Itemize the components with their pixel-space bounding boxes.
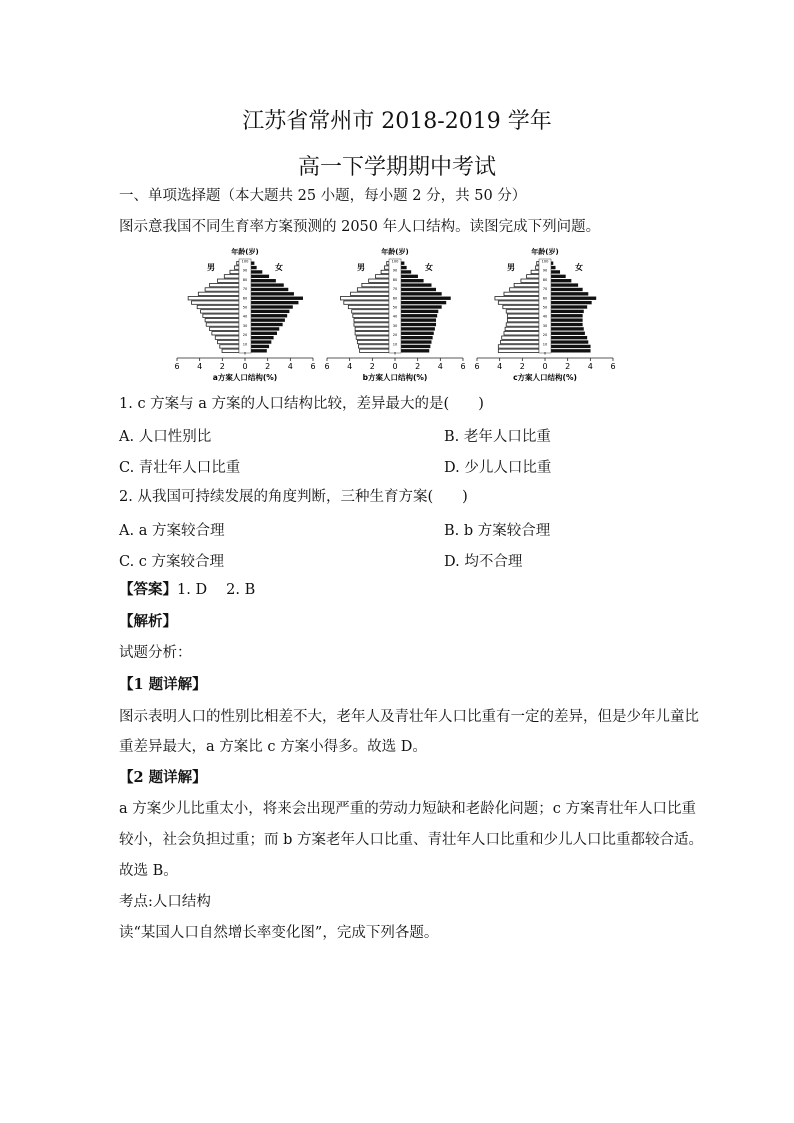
male-bar	[521, 279, 539, 282]
male-bar	[357, 340, 389, 343]
male-bar	[234, 266, 239, 269]
age-tick-label: 50	[242, 305, 248, 310]
male-bar	[356, 336, 389, 339]
female-bar	[401, 310, 438, 313]
female-bar	[251, 318, 285, 321]
x-tick-label: 4	[437, 362, 443, 371]
male-bar	[384, 266, 389, 269]
q1-detail-line-2: 重差异最大，a 方案比 c 方案小得多。故选 D。	[119, 739, 427, 755]
age-tick-label: 90	[392, 268, 398, 273]
q1-option-c[interactable]: C. 青壮年人口比重	[119, 460, 241, 476]
x-tick-label: 2	[219, 362, 225, 371]
male-bar	[230, 270, 239, 273]
next-question-intro: 读“某国人口自然增长率变化图”，完成下列各题。	[119, 925, 439, 941]
male-bar	[504, 332, 539, 335]
female-bar	[251, 301, 298, 304]
age-tick-label: 70	[392, 287, 398, 292]
male-bar	[498, 349, 539, 352]
female-bar	[551, 345, 591, 348]
age-axis-label: 年龄(岁)	[531, 248, 559, 256]
title-line-2: 高一下学期期中考试	[297, 155, 496, 180]
x-tick-label: 4	[497, 362, 503, 371]
female-bar	[551, 332, 585, 335]
female-bar	[551, 262, 553, 265]
age-tick-label: 60	[242, 296, 248, 301]
answer-line	[119, 580, 255, 600]
male-bar	[498, 345, 539, 348]
male-bar	[210, 283, 239, 286]
male-bar	[206, 323, 239, 326]
female-bar	[401, 323, 436, 326]
female-bar	[551, 292, 588, 295]
male-bar	[507, 318, 539, 321]
age-tick-label: 0	[243, 351, 247, 356]
female-bar	[401, 262, 404, 265]
age-tick-label: 40	[392, 314, 398, 319]
female-bar	[401, 275, 418, 278]
age-tick-label: 50	[392, 305, 398, 310]
x-tick-label: 2	[415, 362, 421, 371]
male-bar	[203, 314, 239, 317]
female-bar	[401, 314, 437, 317]
q2-option-b[interactable]: B. b 方案较合理	[444, 523, 551, 539]
female-bar	[251, 345, 269, 348]
female-bar	[401, 340, 432, 343]
female-bar	[251, 336, 274, 339]
male-bar	[222, 349, 239, 352]
male-bar	[506, 323, 539, 326]
section-intro: 图示意我国不同生育率方案预测的 2050 年人口结构。读图完成下列问题。	[119, 219, 601, 235]
male-bar	[381, 270, 389, 273]
male-bar	[531, 270, 539, 273]
male-bar	[501, 340, 539, 343]
q2-option-a[interactable]: A. a 方案较合理	[119, 523, 225, 539]
female-label: 女	[425, 263, 433, 272]
age-tick-label: 100	[241, 259, 249, 264]
female-bar	[401, 345, 430, 348]
female-bar	[551, 297, 596, 300]
analysis-intro: 试题分析：	[119, 645, 192, 661]
male-bar	[205, 288, 239, 291]
female-bar	[551, 270, 560, 273]
female-bar	[251, 305, 293, 308]
age-tick-label: 50	[542, 305, 548, 310]
female-bar	[551, 283, 578, 286]
female-label: 女	[575, 263, 583, 272]
male-label: 男	[207, 263, 215, 272]
q2-option-c[interactable]: C. c 方案较合理	[119, 554, 225, 570]
age-tick-label: 10	[392, 342, 398, 347]
female-bar	[401, 327, 435, 330]
age-tick-label: 90	[242, 268, 248, 273]
female-bar	[251, 340, 271, 343]
age-axis-label: 年龄(岁)	[381, 248, 409, 256]
x-tick-label: 4	[587, 362, 593, 371]
male-bar	[344, 301, 389, 304]
female-bar	[551, 275, 566, 278]
x-tick-label: 6	[460, 362, 466, 371]
age-tick-label: 60	[542, 296, 548, 301]
q1-detail-line-1: 图示表明人口的性别比相差不大，老年人及青壮年人口比重有一定的差异，但是少年儿童比	[119, 709, 699, 725]
x-tick-label: 2	[519, 362, 525, 371]
male-bar	[537, 262, 539, 265]
male-bar	[527, 275, 539, 278]
male-bar	[506, 310, 539, 313]
age-tick-label: 60	[392, 296, 398, 301]
female-bar	[551, 327, 584, 330]
q2-option-d[interactable]: D. 均不合理	[444, 554, 523, 570]
analysis-tag: 【解析】	[119, 613, 177, 630]
male-bar	[536, 266, 539, 269]
x-tick-label: 6	[474, 362, 480, 371]
q2-detail-line-1: a 方案少儿比重太小，将来会出现严重的劳动力短缺和老龄化问题；c 方案青壮年人口比重	[119, 801, 696, 817]
q1-detail-tag: 【1 题详解】	[119, 676, 207, 693]
female-bar	[551, 336, 587, 339]
kaodian: 考点:人口结构	[119, 894, 211, 910]
male-bar	[197, 305, 239, 308]
age-tick-label: 100	[391, 259, 399, 264]
q2-stem: 2. 从我国可持续发展的角度判断，三种生育方案( )	[119, 489, 468, 505]
female-bar	[551, 305, 587, 308]
female-bar	[401, 297, 451, 300]
female-bar	[401, 318, 436, 321]
age-tick-label: 90	[542, 268, 548, 273]
male-bar	[354, 323, 389, 326]
x-tick-label: 4	[287, 362, 293, 371]
male-bar	[369, 279, 389, 282]
male-bar	[205, 318, 239, 321]
x-tick-label: 0	[242, 362, 248, 371]
panel-caption: b方案人口结构(%)	[362, 373, 428, 382]
female-bar	[401, 336, 433, 339]
female-bar	[401, 270, 411, 273]
female-bar	[251, 327, 279, 330]
female-bar	[401, 288, 436, 291]
q1-option-a[interactable]: A. 人口性别比	[119, 429, 212, 445]
section-heading: 一、单项选择题（本大题共 25 小题，每小题 2 分，共 50 分）	[119, 188, 527, 204]
female-bar	[251, 266, 257, 269]
male-bar	[218, 279, 239, 282]
age-tick-label: 80	[542, 277, 548, 282]
x-tick-label: 2	[565, 362, 571, 371]
age-tick-label: 40	[242, 314, 248, 319]
male-bar	[188, 297, 239, 300]
male-bar	[352, 310, 389, 313]
male-bar	[340, 297, 389, 300]
x-tick-label: 2	[369, 362, 375, 371]
male-bar	[510, 288, 539, 291]
female-bar	[251, 332, 277, 335]
male-bar	[198, 292, 239, 295]
age-tick-label: 30	[392, 323, 398, 328]
male-bar	[358, 345, 389, 348]
female-bar	[251, 323, 283, 326]
male-bar	[507, 314, 539, 317]
male-bar	[360, 349, 389, 352]
male-bar	[355, 332, 389, 335]
male-bar	[505, 327, 539, 330]
female-bar	[401, 349, 429, 352]
female-bar	[251, 288, 288, 291]
age-tick-label: 100	[541, 259, 549, 264]
female-bar	[551, 266, 556, 269]
male-bar	[215, 336, 239, 339]
female-bar	[251, 270, 262, 273]
male-bar	[503, 305, 539, 308]
age-tick-label: 10	[242, 342, 248, 347]
age-tick-label: 70	[542, 287, 548, 292]
female-bar	[551, 301, 592, 304]
age-axis-label: 年龄(岁)	[231, 248, 259, 256]
male-bar	[375, 275, 389, 278]
female-bar	[401, 305, 442, 308]
female-bar	[551, 349, 591, 352]
male-bar	[218, 340, 239, 343]
q2-detail-line-2: 较小，社会负担过重；而 b 方案老年人口比重、青壮年人口比重和少儿人口比重都较合适。	[119, 832, 703, 848]
male-bar	[502, 336, 539, 339]
female-bar	[401, 332, 434, 335]
male-bar	[357, 288, 389, 291]
female-bar	[401, 279, 424, 282]
female-bar	[551, 279, 571, 282]
male-bar	[210, 327, 239, 330]
q2-detail-tag: 【2 题详解】	[119, 769, 207, 786]
female-bar	[251, 279, 276, 282]
male-label: 男	[507, 263, 515, 272]
male-bar	[201, 310, 239, 313]
male-bar	[355, 327, 389, 330]
male-bar	[498, 301, 539, 304]
male-label: 男	[357, 263, 365, 272]
age-tick-label: 70	[242, 287, 248, 292]
male-bar	[212, 332, 239, 335]
male-bar	[224, 275, 239, 278]
female-bar	[551, 318, 583, 321]
male-bar	[495, 297, 539, 300]
q2-detail-line-3: 故选 B。	[119, 863, 178, 879]
male-bar	[220, 345, 239, 348]
answer-tag: 【答案】	[119, 581, 177, 598]
age-tick-label: 0	[543, 351, 547, 356]
female-bar	[551, 310, 584, 313]
female-bar	[251, 283, 284, 286]
x-tick-label: 4	[197, 362, 203, 371]
female-bar	[551, 288, 583, 291]
age-tick-label: 0	[393, 351, 397, 356]
female-bar	[251, 262, 254, 265]
age-tick-label: 20	[392, 333, 398, 338]
x-tick-label: 0	[542, 362, 548, 371]
x-tick-label: 4	[347, 362, 353, 371]
male-bar	[514, 283, 539, 286]
population-pyramid-figure	[170, 243, 620, 385]
male-bar	[387, 262, 389, 265]
age-tick-label: 20	[242, 333, 248, 338]
female-bar	[551, 314, 583, 317]
male-bar	[362, 283, 389, 286]
x-tick-label: 6	[610, 362, 616, 371]
age-tick-label: 80	[242, 277, 248, 282]
male-bar	[353, 314, 389, 317]
female-bar	[251, 314, 287, 317]
panel-caption: c方案人口结构(%)	[513, 373, 577, 382]
x-tick-label: 0	[392, 362, 398, 371]
female-bar	[251, 292, 294, 295]
female-bar	[251, 349, 267, 352]
panel-caption: a方案人口结构(%)	[212, 373, 278, 382]
male-bar	[351, 292, 389, 295]
female-bar	[551, 323, 583, 326]
q1-option-b[interactable]: B. 老年人口比重	[444, 429, 551, 445]
female-bar	[251, 310, 289, 313]
male-bar	[348, 305, 389, 308]
female-bar	[401, 292, 442, 295]
female-label: 女	[275, 263, 283, 272]
female-bar	[251, 297, 303, 300]
x-tick-label: 6	[174, 362, 180, 371]
age-tick-label: 40	[542, 314, 548, 319]
male-bar	[504, 292, 539, 295]
female-bar	[251, 275, 269, 278]
x-tick-label: 2	[265, 362, 271, 371]
q1-stem: 1. c 方案与 a 方案的人口结构比较，差异最大的是( )	[119, 396, 484, 412]
age-tick-label: 80	[392, 277, 398, 282]
q1-option-d[interactable]: D. 少儿人口比重	[444, 460, 552, 476]
title-line-1: 江苏省常州市 2018-2019 学年	[242, 109, 552, 134]
male-bar	[354, 318, 389, 321]
female-bar	[551, 340, 588, 343]
age-tick-label: 10	[542, 342, 548, 347]
male-bar	[192, 301, 239, 304]
age-tick-label: 20	[542, 333, 548, 338]
female-bar	[401, 301, 446, 304]
female-bar	[401, 266, 407, 269]
answer-value: 1. D 2. B	[177, 582, 256, 598]
age-tick-label: 30	[542, 323, 548, 328]
x-tick-label: 6	[324, 362, 330, 371]
x-tick-label: 6	[310, 362, 316, 371]
male-bar	[237, 262, 239, 265]
age-tick-label: 30	[242, 323, 248, 328]
female-bar	[401, 283, 432, 286]
